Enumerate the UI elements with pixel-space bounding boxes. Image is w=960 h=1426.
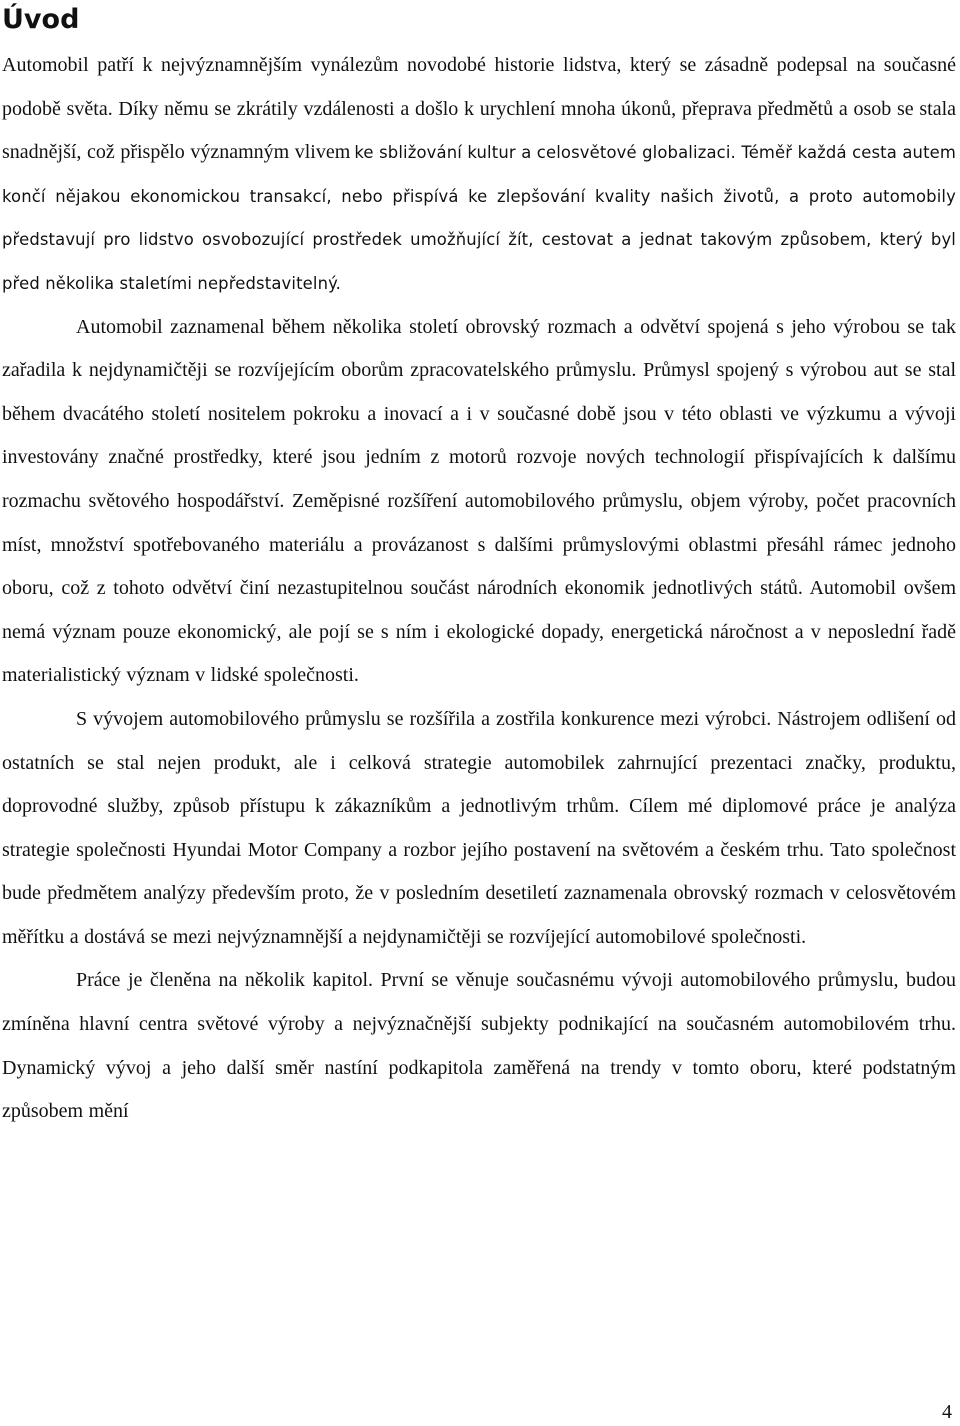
paragraph-1-text-serif: Automobil patří k nejvýznamnějším vynálezům novodobé historie lidstva, který se zásadně podepsal na současné podobě světa. Díky němu se zkrátily vzdálenosti a došlo k urychlení mnoha úkonů, přeprava předmětů a osob se stala snadnější, což přispělo významným vlivem xyxy=(2,54,956,164)
page-number: 4 xyxy=(942,1401,952,1423)
paragraph-4-text: Práce je členěna na několik kapitol. První se věnuje současnému vývoji automobilového průmyslu, budou zmíněna hlavní centra světové výroby a nejvýznačnější subjekty podnikající na současném automobilovém trhu. Dynamický vývoj a jeho další směr nastíní podkapitola zaměřená na trendy v tomto oboru, které podstatným způsobem mění xyxy=(2,969,956,1123)
paragraph-3 xyxy=(2,698,956,960)
paragraph-1 xyxy=(2,44,956,306)
paragraph-4 xyxy=(2,959,956,1133)
section-heading: Úvod xyxy=(2,4,80,35)
paragraph-2 xyxy=(2,306,956,698)
paragraph-2-text: Automobil zaznamenal během několika století obrovský rozmach a odvětví spojená s jeho výrobou se tak zařadila k nejdynamičtěji se rozvíjejícím oborům zpracovatelského průmyslu. Průmysl spojený s výrobou aut se stal během dvacátého století nositelem pokroku a inovací a i v současné době jsou v této oblasti ve výzkumu a vývoji investovány značné prostředky, které jsou jedním z motorů rozvoje nových technologií přispívajících k dalšímu rozmachu světového hospodářství. Zeměpisné rozšíření automobilového průmyslu, objem výroby, počet pracovních míst, množství spotřebovaného materiálu a provázanost s dalšími průmyslovými oblastmi přesáhl rámec jednoho oboru, což z tohoto odvětví činí nezastupitelnou součást národních ekonomik jednotlivých států. Automobil ovšem nemá význam pouze ekonomický, ale pojí se s ním i ekologické dopady, energetická náročnost a v neposlední řadě materialistický význam v lidské společnosti. xyxy=(2,315,956,687)
paragraph-3-text: S vývojem automobilového průmyslu se rozšířila a zostřila konkurence mezi výrobci. Nástrojem odlišení od ostatních se stal nejen produkt, ale i celková strategie automobilek zahrnující prezentaci značky, produktu, doprovodné služby, způsob přístupu k zákazníkům a jednotlivým trhům. Cílem mé diplomové práce je analýza strategie společnosti Hyundai Motor Company a rozbor jejího postavení na světovém a českém trhu. Tato společnost bude předmětem analýzy především proto, že v posledním desetiletí zaznamenala obrovský rozmach v celosvětovém měřítku a dostává se mezi nejvýznamnější a nejdynamičtěji se rozvíjející automobilové společnosti. xyxy=(2,707,956,948)
body-text xyxy=(2,44,956,1134)
paragraph-1-text-sans: ke sbližování kultur a celosvětové globalizaci. Téměř každá cesta autem končí nějakou ekonomickou transakcí, nebo přispívá ke zlepšování kvality našich životů, a proto automobily představují pro lidstvo osvobozující prostředek umožňující žít, cestovat a jednat takovým způsobem, který byl před několika staletími nepředstavitelný. xyxy=(2,143,957,293)
